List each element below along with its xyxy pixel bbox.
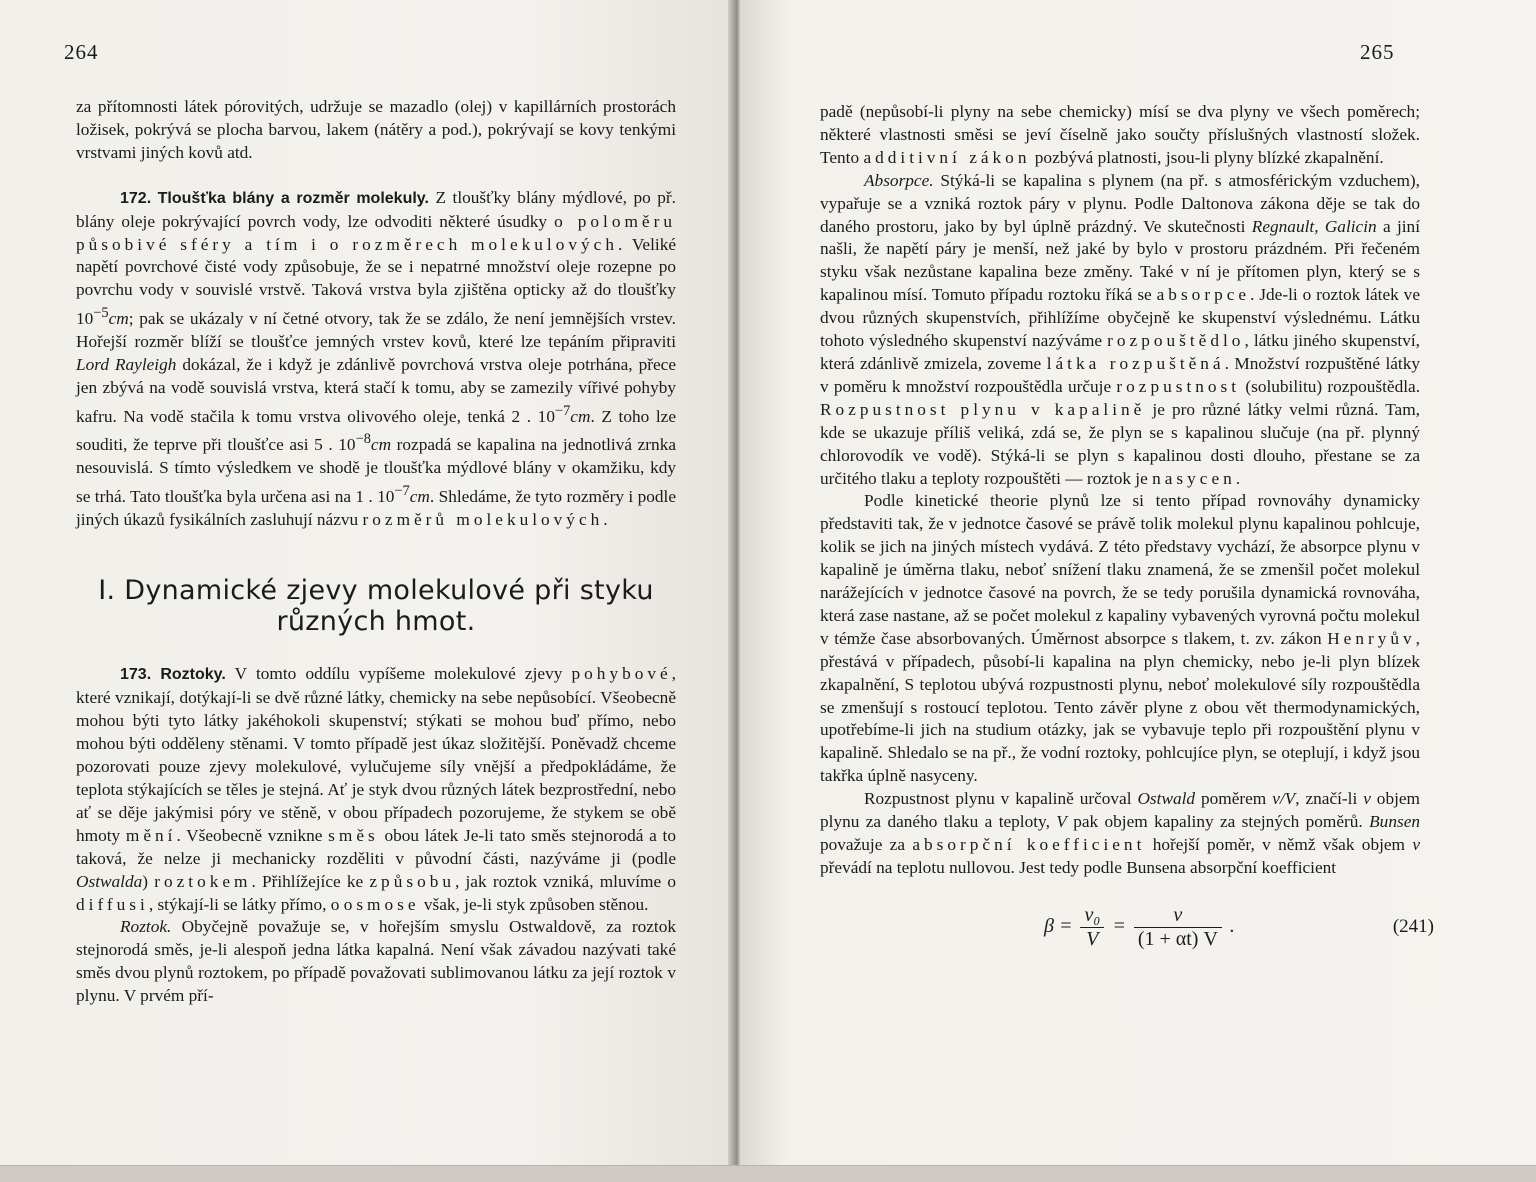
- page-number-left: 264: [64, 40, 99, 64]
- chapter-title: I. Dynamické zjevy molekulové při styku různých hmot.: [98, 575, 654, 638]
- spaced-term: osmose: [343, 894, 420, 914]
- text-run: , stýkají-li se látky přímo, o: [148, 894, 344, 914]
- text-run: však, je-li styk způsoben stěnou.: [419, 894, 649, 914]
- spaced-term: absorpční koefficient: [912, 835, 1146, 854]
- spaced-term: o poloměru působivé sféry a tím i o rozměrech molekulových.: [76, 211, 676, 254]
- text-run: , které vznikají, dotýkají-li se dvě různé látky, chemicky na sebe nepůsobící. Všeobecně mohou býti tyto látky jakéhokoli skupenství; stýkati se mohou buď přímo, nebo mohou býti odděleny stěnami. V tomto případě jest úkaz složitější. Poněvadž chceme pozorovati pouze zjevy molekulové, vylučujeme síly vnější a předpokládáme, že teplota stýkajících se těles je stejná. Ať je styk dvou různých látek bezprostřední, nebo ať se děje jakýmisi póry ve stěně, v obou případech pozorujeme, že stykem se obě hmoty: [76, 664, 676, 845]
- absorpce-paragraph: [820, 170, 1420, 491]
- spaced-term: nasycen: [1152, 468, 1236, 488]
- math-symbol: v: [1363, 789, 1371, 809]
- spaced-term: roztokem: [154, 871, 252, 891]
- text-run: Stýká-li se kapalina s plynem (na př. s atmosférickým vzduchem), vypařuje se a vzniká roztok páry v plynu. Podle Daltonova zákona děje se tak do daného prostoru, jako by byl úplně prázdný. Ve skutečnosti: [820, 170, 1420, 236]
- equation-equals: =: [1112, 914, 1126, 937]
- section-172-paragraph: [76, 187, 676, 532]
- text-run: hořejší poměr, v němž však objem: [1145, 835, 1413, 854]
- text-run: , značí-li: [1295, 789, 1364, 809]
- text-run: , látku jiného skupenství, která zdánlivě zmizela, zoveme: [820, 331, 1420, 373]
- text-run: pozbývá platnosti, jsou-li plyny blízké zkapalnění.: [1030, 147, 1384, 167]
- text-run: . Shledáme, že tyto rozměry i podle jiných úkazů fysikálních zasluhují názvu: [76, 486, 676, 529]
- text-run: . Přihlížejíce ke: [251, 871, 370, 891]
- spaced-term: Rozpustnost plynu v kapalině: [820, 399, 1146, 419]
- math-symbol: v: [1412, 835, 1420, 854]
- fraction-numerator: v: [1134, 904, 1222, 928]
- person-name: Bunsen: [1369, 812, 1420, 832]
- exponent: −7: [554, 402, 571, 419]
- text-run: obou látek Je-li tato směs stejnorodá a to taková, že nelze ji mechanicky rozděliti v původní části, nazýváme ji (podle: [76, 825, 676, 868]
- text-run: Podle kinetické theorie plynů lze si tento případ rovnováhy dynamicky představiti tak, že v jednotce časové se právě tolik molekul plynu kapalinou pohlcuje, kolik se jich na jiných místech vydává. Z této představy vychází, že absorpce plynu v kapalině je úměrna tlaku, neboť snížení tlaku znamená, že se zmenšil počet molekul narážejících v jednotce časové na povrch, že se tedy porušila dynamická rovnováha, která zase nastane, až se počet molekul z kapaliny vybavených vyrovná počtu molekul v témže čase absorbovaných. Úměrnost absorpce s tlakem, t. zv. zákon: [820, 491, 1420, 648]
- text-run: Veliké napětí povrchové čisté vody způsobuje, že se i nepatrné množství oleje rozepne po povrchu vody v souvislé vrstvě. Taková vrstva byla zjištěna opticky až do tloušťky 10: [76, 234, 677, 329]
- text-run: , přestává v případech, působí-li kapalina na plyn chemicky, nebo je-li plyn blízek zkapalnění, S teplotou ubývá rozpustnosti plynu, neboť molekulové síly rozpouštědla se zmenšují s rostoucí teplotou. Tento závěr plyne z obou vět thermodynamických, upotřebíme-li jich na studium otázky, jak se vybavuje teplo při rozpouštění plynu v kapalině. Shledalo se na př., že vodní roztoky, pohlcujíce plyn, se oteplují, i když jsou takřka úplně nasyceny.: [820, 628, 1420, 786]
- equation-241: [820, 903, 1434, 958]
- text-run: .: [1235, 468, 1241, 488]
- spaced-term: způsobu: [369, 871, 455, 891]
- text-run: ): [142, 871, 155, 891]
- exponent: −7: [394, 482, 410, 499]
- text-run: Obyčejně považuje se, v hořejším smyslu Ostwaldově, za roztok stejnorodá směs, je-li alespoň jedna látka kapalná. Není však závadou nazývati také směs dvou plynů roztokem, po případě považovati sublimovanou látku za její roztok v plynu. V prvém pří-: [76, 917, 676, 1006]
- fraction-denominator: (1 + αt) V: [1137, 927, 1218, 950]
- paragraph-continuation: za přítomnosti látek pórovitých, udržuje se mazadlo (olej) v kapillárních prostorách ložisek, pokrývá se plocha barvou, lakem (nátěry a pod.), pokrývají se kovy tenkými vrstvami jiných kovů atd.: [76, 97, 676, 162]
- equation-period: .: [1229, 914, 1235, 937]
- text-run: padě (nepůsobí-li plyny na sebe chemicky) mísí se dva plyny ve všech poměrech; některé vlastnosti směsi se jeví číselně jako součty příslušných vlastností složek. Tento: [820, 102, 1420, 167]
- spaced-term: pohybové: [571, 664, 672, 684]
- spaced-term: Henryův: [1327, 628, 1416, 648]
- spaced-term: rozpustnost: [1116, 376, 1241, 396]
- right-page-body: [820, 101, 1434, 958]
- exponent: −5: [93, 305, 109, 322]
- spaced-term: směs: [328, 825, 379, 845]
- text-run: . Množství rozpuštěné látky v poměru k množství rozpouštědla určuje: [820, 353, 1421, 396]
- kinetic-theory-paragraph: [820, 490, 1420, 788]
- paragraph-continuation: [820, 101, 1420, 170]
- left-page: [0, 0, 736, 1181]
- section-173-number: 173.: [120, 666, 152, 684]
- paragraph-lead: Absorpce.: [864, 170, 934, 190]
- page-number-right: 265: [1360, 40, 1395, 64]
- unit: cm: [108, 309, 129, 329]
- text-run: je pro různé látky velmi různá. Tam, kde se ukazuje příliš veliká, zdá se, že plyn se s kapalinou slučuje (na př. plynný chlorovodík ve vodě). Stýká-li se plyn s kapalinou dosti dlouho, přestane se za určitého tlaku a teploty rozpouštěti — roztok je: [820, 399, 1420, 488]
- spaced-term: rozměrů molekulových: [362, 509, 604, 529]
- section-173-paragraph: [76, 663, 676, 916]
- fraction-numerator: v₀: [1080, 904, 1104, 928]
- person-name: Lord Rayleigh: [76, 354, 177, 374]
- text-run: .: [603, 509, 608, 529]
- text-run: objem plynu za daného tlaku a teploty,: [820, 789, 1420, 832]
- text-run: Z tloušťky blány mýdlové, po př. blány oleje pokrývající povrch vody, lze odvoditi některé úsudky: [76, 187, 676, 231]
- spaced-term: absorpce: [1156, 285, 1251, 305]
- text-run: . Z toho lze souditi, že teprve při tloušťce asi 5 . 10: [76, 406, 676, 455]
- section-173-heading: Roztoky.: [160, 666, 226, 684]
- left-page-body: [76, 96, 676, 1008]
- text-run: převádí na teplotu nullovou. Jest tedy podle Bunsena absorpční koefficient: [820, 857, 1337, 877]
- spaced-term: diffusi: [76, 894, 149, 914]
- spaced-term: rozpouštědlo: [1107, 331, 1245, 351]
- solubility-paragraph: [820, 788, 1420, 880]
- right-page: [740, 0, 1536, 1181]
- equation-fraction-2: [1134, 904, 1222, 951]
- person-name: Ostwalda: [76, 871, 143, 891]
- text-run: považuje za: [820, 835, 913, 854]
- unit: cm: [570, 406, 591, 426]
- roztok-paragraph: [76, 916, 676, 1008]
- spaced-term: mění: [125, 825, 177, 845]
- text-run: poměrem: [1195, 789, 1273, 809]
- spaced-term: additivní zákon: [863, 147, 1031, 167]
- section-172-number: 172.: [120, 189, 152, 207]
- fraction-denominator: V: [1086, 927, 1099, 950]
- text-run: a jiní našli, že napětí páry je menší, než jaké by bylo v prostoru prázdném. Při řečeném styku však nezůstane kapalina beze změny. Také v ní je přítomen plyn, který se s kapalinou mísí. Tomuto případu roztoku říká se: [820, 216, 1420, 305]
- equation-lhs: β =: [1044, 914, 1073, 937]
- math-symbol: V: [1056, 812, 1067, 832]
- text-run: (solubilitu) rozpouštědla.: [1240, 376, 1421, 396]
- text-run: ; pak se ukázaly v ní četné otvory, tak že se zdálo, že není jemnějších vrstev. Hořejší rozměr blíží se tloušťce jemných vrstev kovů, které lze tepáním připraviti: [76, 309, 676, 351]
- math-ratio: v/V: [1272, 789, 1296, 809]
- unit: cm: [409, 486, 430, 506]
- person-name: Ostwald: [1137, 789, 1196, 809]
- text-run: dokázal, že i když je zdánlivě povrchová vrstva oleje potrhána, přece jen zbývá na vodě souvislá vrstva, která stačí k tomu, aby se zamezily vířivé pohyby kafru. Na vodě stačila k tomu vrstva olivového oleje, tenká 2 . 10: [76, 354, 676, 426]
- unit: cm: [370, 435, 392, 455]
- equation-fraction-1: [1080, 904, 1104, 951]
- paragraph-lead: Roztok.: [120, 917, 172, 937]
- text-run: Rozpustnost plynu v kapalině určoval: [864, 789, 1138, 809]
- person-name: Regnault, Galicin: [1251, 216, 1377, 236]
- spaced-term: látka rozpuštěná: [1046, 353, 1225, 373]
- text-run: rozpadá se kapalina na jednotlivá zrnka nesouvislá. S tímto výsledkem ve shodě je tloušťka mýdlové blány v okamžiku, kdy se trhá. Tato tloušťka byla určena asi na 1 . 10: [76, 435, 677, 506]
- text-run: . Jde-li o roztok látek ve dvou různých skupenstvích, přihlížíme obyčejně ke skupenství výslednému. Látku tohoto výsledného skupenství nazýváme: [820, 285, 1420, 351]
- book-bottom-edge: [0, 1165, 1536, 1182]
- exponent: −8: [355, 431, 371, 448]
- section-172-heading: Tloušťka blány a rozměr molekuly.: [157, 189, 429, 207]
- text-run: pak objem kapaliny za stejných poměrů.: [1066, 812, 1370, 832]
- text-run: V tomto oddílu vypíšeme molekulové zjevy: [225, 664, 572, 684]
- equation-number: (241): [1392, 915, 1434, 937]
- text-run: , jak roztok vzniká, mluvíme o: [455, 871, 676, 891]
- equation-body: [1044, 904, 1235, 951]
- text-run: . Všeobecně vznikne: [176, 825, 329, 845]
